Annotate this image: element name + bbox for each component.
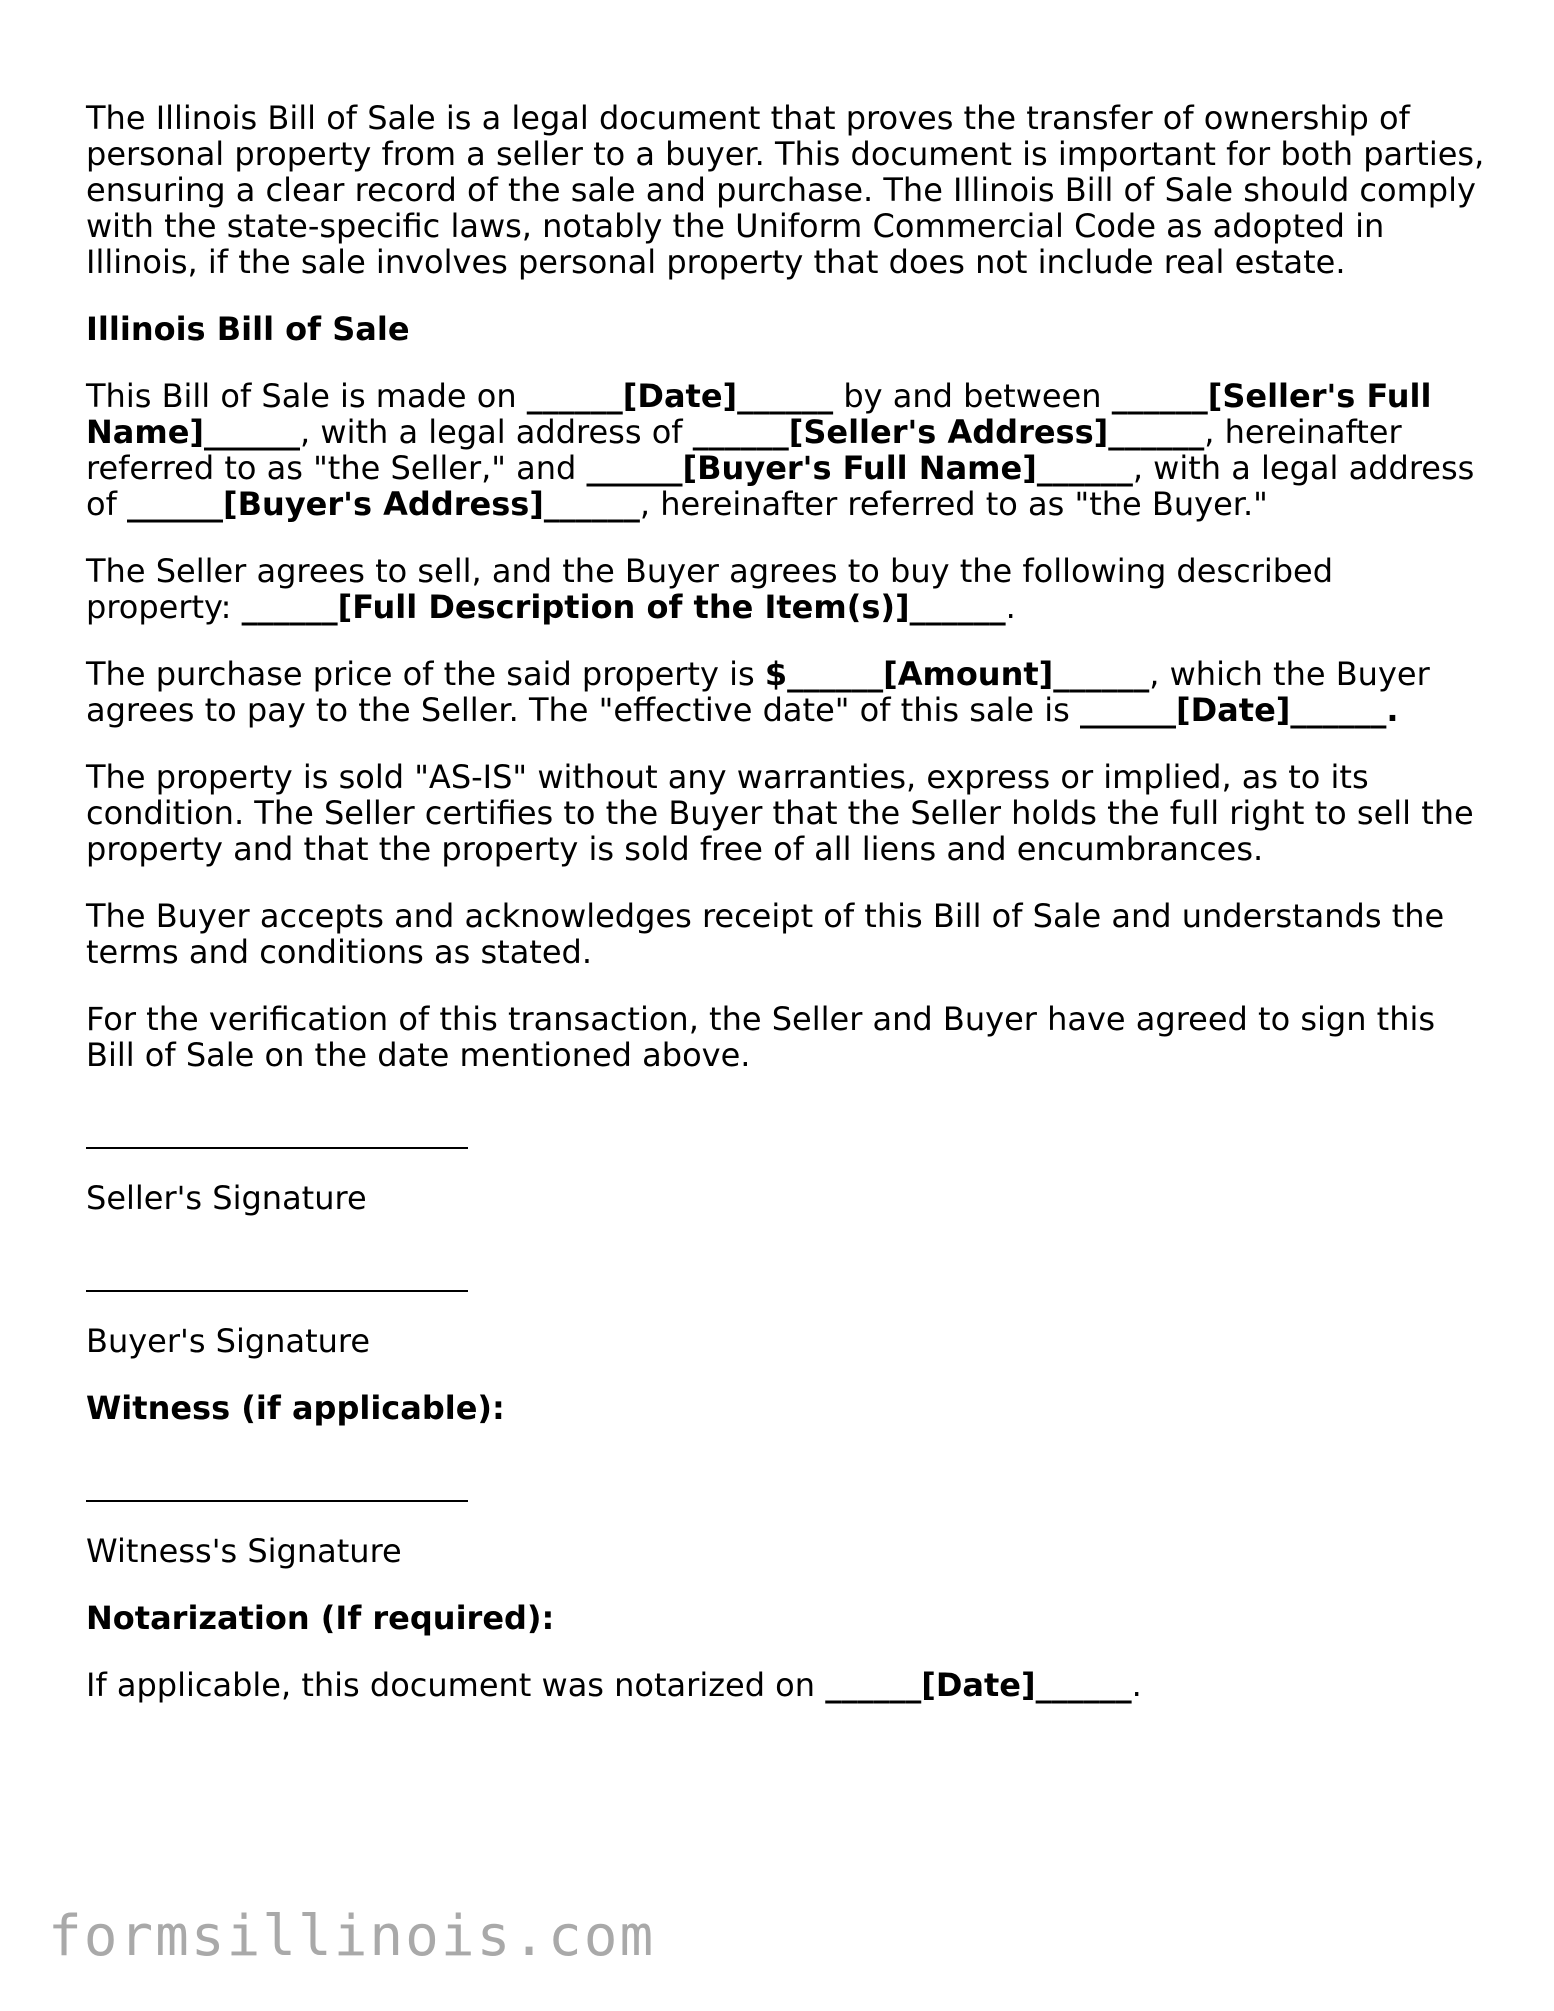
seller-signature-label: Seller's Signature	[86, 1179, 367, 1217]
buyer-name-placeholder: ______[Buyer's Full Name]______	[586, 449, 1133, 487]
intro-paragraph: The Illinois Bill of Sale is a legal document that proves the transfer of ownership of personal property from a seller to a buyer. This document is important for both parties, ensuring a clear record of the sale and purchase. The Illinois Bill of Sale should comply with the state-specific laws, notably the Uniform Commercial Code as adopted in Illinois, if the sale involves personal property that does not include real estate.	[86, 99, 1485, 281]
buyer-signature-line	[86, 1250, 468, 1292]
witness-signature-line	[86, 1460, 468, 1502]
notarization-heading: Notarization (If required):	[86, 1599, 555, 1637]
effective-date-placeholder: ______[Date]______.	[1079, 691, 1399, 729]
site-watermark: formsillinois.com	[48, 1904, 656, 1969]
property-paragraph	[86, 553, 1486, 625]
document-title: Illinois Bill of Sale	[86, 310, 410, 348]
price-text-1: The purchase price of the said property is	[86, 655, 765, 693]
price-text-2: , which the Buyer agrees to pay to the Seller. The "effective date" of this sale is	[86, 655, 1430, 729]
seller-name-placeholder: ______[Seller's Full Name]______	[86, 377, 1432, 451]
buyer-address-placeholder: ______[Buyer's Address]______	[127, 485, 640, 523]
parties-text-5: , with a legal address of	[86, 449, 1475, 523]
notarization-text-2: .	[1131, 1666, 1142, 1704]
witness-heading: Witness (if applicable):	[86, 1389, 505, 1427]
parties-text-2: by and between	[833, 377, 1112, 415]
notarization-date-placeholder: ______[Date]______	[825, 1666, 1132, 1704]
parties-text-4: , hereinafter referred to as "the Seller," and	[86, 413, 1402, 487]
amount-placeholder: $______[Amount]______	[764, 655, 1150, 693]
property-text-1: The Seller agrees to sell, and the Buyer agrees to buy the following described property:	[86, 552, 1334, 626]
item-description-placeholder: ______[Full Description of the Item(s)]______	[241, 588, 1006, 626]
parties-paragraph	[86, 378, 1486, 522]
verification-paragraph: For the verification of this transaction, the Seller and Buyer have agreed to sign this Bill of Sale on the date mentioned above.	[86, 1000, 1436, 1074]
price-paragraph	[86, 656, 1486, 728]
notarization-text-1: If applicable, this document was notarized on	[86, 1666, 826, 1704]
seller-signature-line	[86, 1107, 468, 1149]
parties-text-3: , with a legal address of	[300, 413, 693, 451]
as-is-paragraph: The property is sold "AS-IS" without any warranties, express or implied, as to its condition. The Seller certifies to the Buyer that the Seller holds the full right to sell the property and that the property is sold free of all liens and encumbrances.	[86, 758, 1474, 868]
property-text-2: .	[1005, 588, 1016, 626]
notarization-paragraph	[86, 1667, 1486, 1703]
acceptance-paragraph: The Buyer accepts and acknowledges receipt of this Bill of Sale and understands the terms and conditions as stated.	[86, 897, 1445, 971]
document-body	[86, 100, 1486, 1734]
witness-signature-label: Witness's Signature	[86, 1532, 402, 1570]
buyer-signature-label: Buyer's Signature	[86, 1322, 371, 1360]
seller-address-placeholder: ______[Seller's Address]______	[692, 413, 1205, 451]
parties-text-6: , hereinafter referred to as "the Buyer."	[639, 485, 1268, 523]
sale-date-placeholder: ______[Date]______	[526, 377, 834, 415]
parties-text-1: This Bill of Sale is made on	[86, 377, 527, 415]
